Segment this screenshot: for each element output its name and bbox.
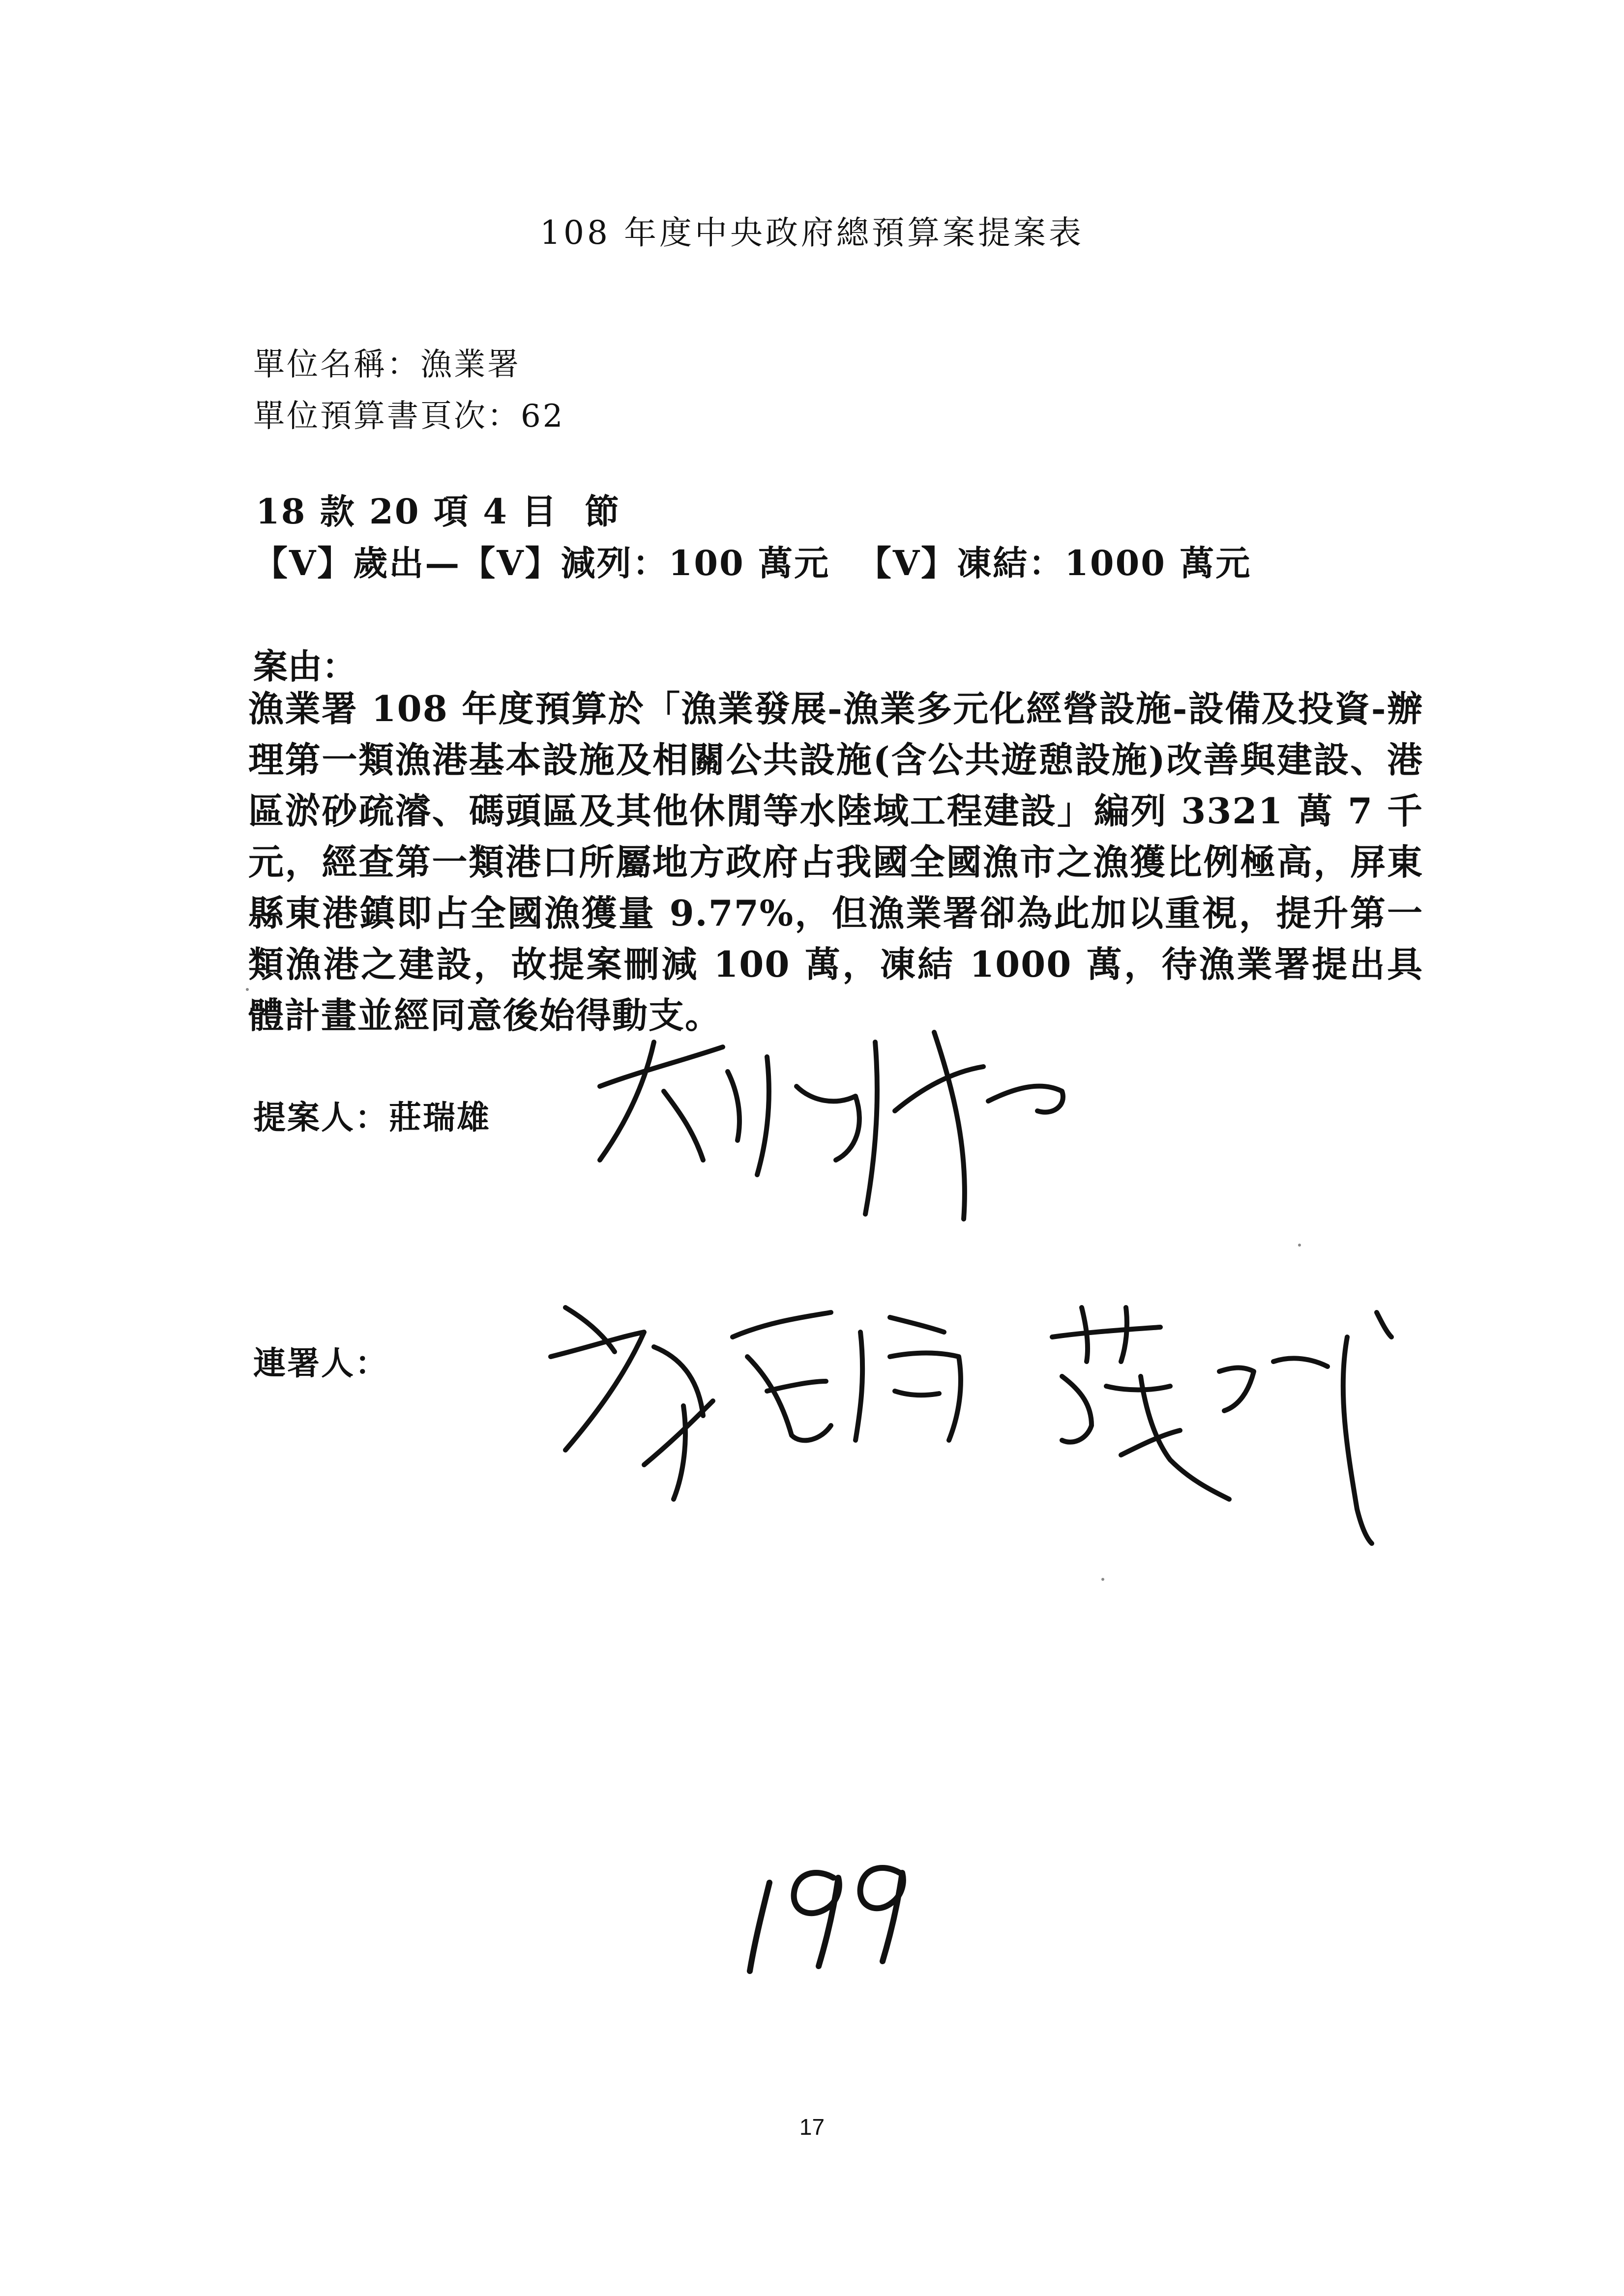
page-number: 17 <box>799 2114 825 2140</box>
reason-text: 漁業署 108 年度預算於「漁業發展-漁業多元化經營設施-設備及投資-辦理第一類漁港基本設施及相關公共設施(含公共遊憩設施)改善與建設、港區淤砂疏濬、碼頭區及其他休閒等水陸域工程建設」編列 3321 萬 7 千元，經查第一類港口所屬地方政府占我國全國漁市之漁獲比例極高，屏東縣東港鎮即占全國漁獲量 9.77%，但漁業署卻為此加以重視，提升第一類漁港之建設，故提案刪減 100 萬，凍結 1000 萬，待漁業署提出具體計畫並經同意後始得動支。 <box>248 688 1423 1036</box>
proposer-signature <box>580 1013 1131 1229</box>
budget-page-ref: 單位預算書頁次：62 <box>253 398 565 435</box>
scan-speck <box>1101 1578 1104 1581</box>
action-line: 【V】歲出—【V】減列：100 萬元 【V】凍結：1000 萬元 <box>253 543 1252 583</box>
cosigner-label: 連署人： <box>253 1344 389 1382</box>
reason-label: 案由： <box>253 646 356 687</box>
unit-name: 單位名稱：漁業署 <box>253 347 521 383</box>
cosigner-signature-1 <box>536 1278 978 1509</box>
proposer-label: 提案人：莊瑞雄 <box>253 1098 491 1136</box>
scan-speck <box>1298 1244 1301 1247</box>
scan-speck <box>246 988 249 991</box>
handwritten-number <box>742 1838 919 1981</box>
section-line: 18 款 20 項 4 目 節 <box>256 491 621 532</box>
page-title: 108 年度中央政府總預算案提案表 <box>540 214 1084 252</box>
cosigner-signature-2 <box>1042 1293 1416 1548</box>
